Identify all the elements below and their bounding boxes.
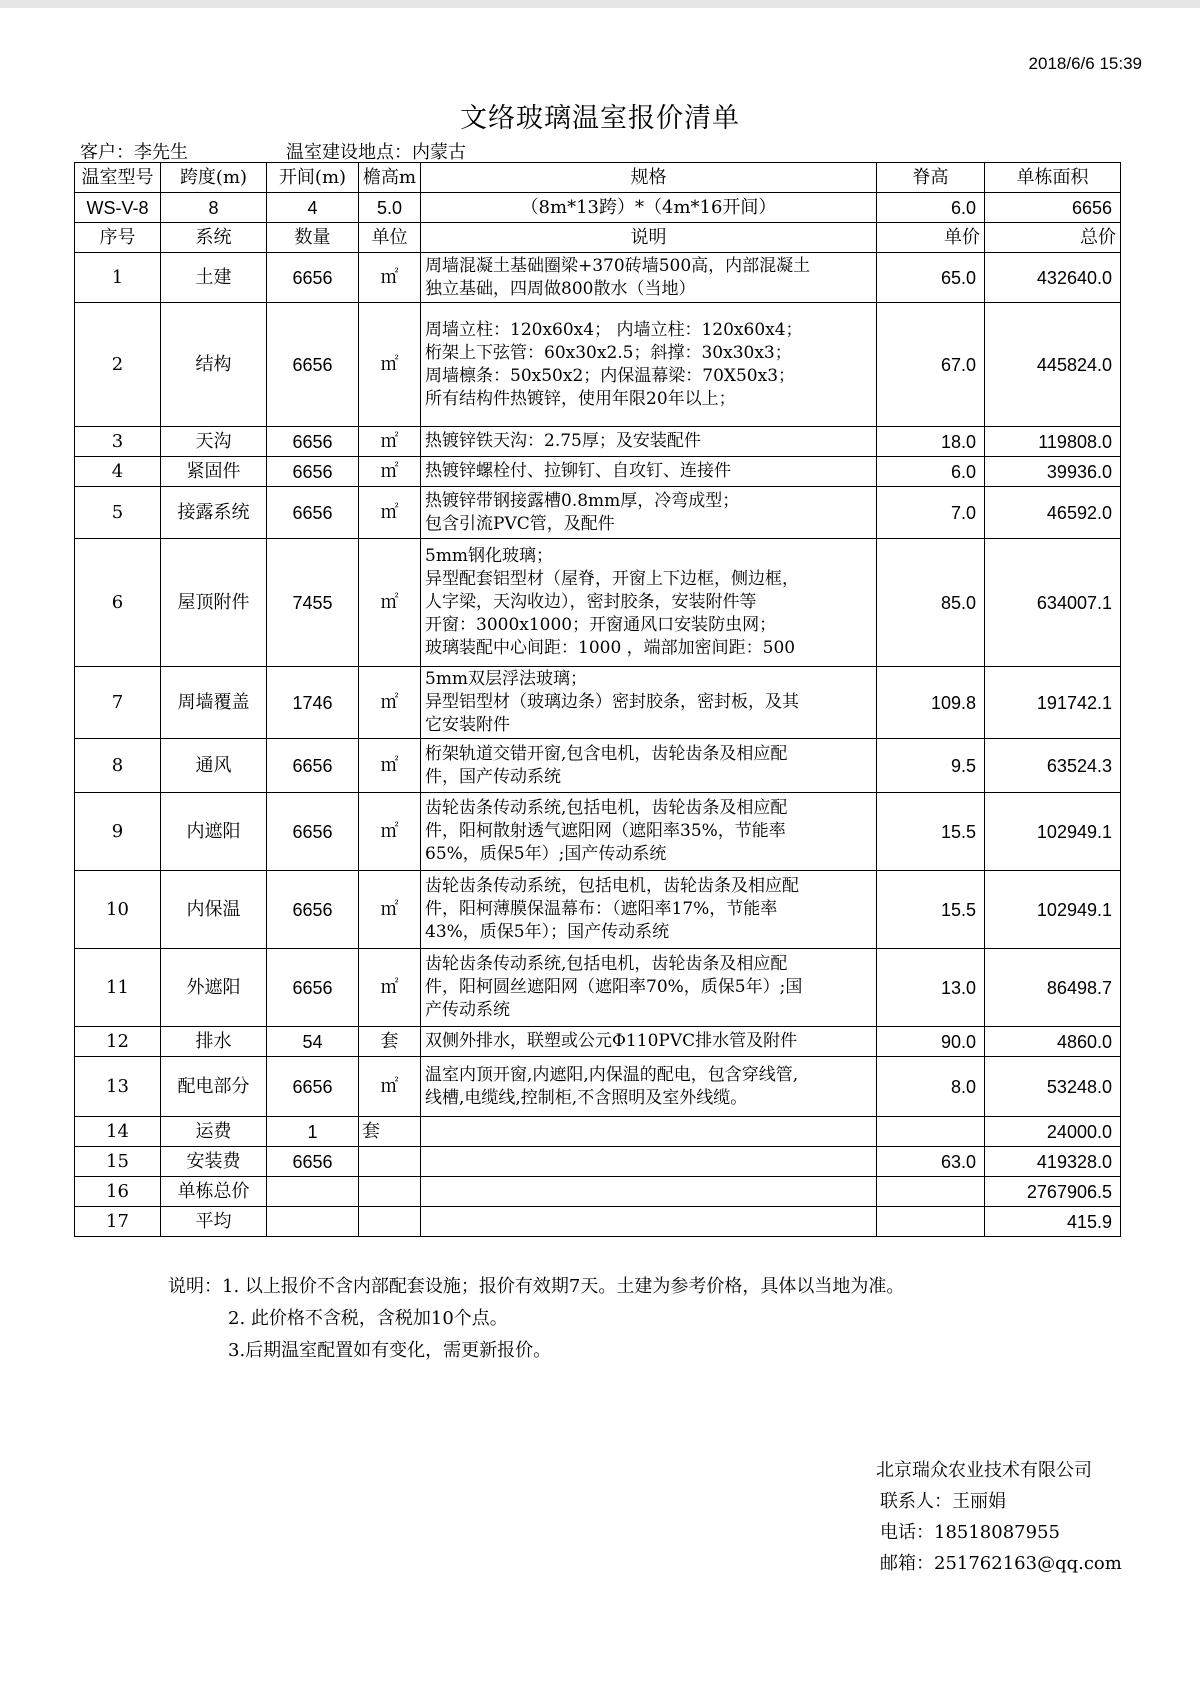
item-total: 102949.1 (985, 793, 1121, 871)
spec-values-row (75, 193, 1121, 223)
item-desc-line: 热镀锌螺栓付、拉铆钉、自攻钉、连接件 (425, 461, 731, 481)
item-desc (421, 539, 877, 667)
item-row (75, 539, 1121, 667)
item-desc-line: 开窗：3000x1000；开窗通风口安装防虫网； (425, 615, 777, 635)
item-desc (421, 253, 877, 303)
value-ridge: 6.0 (877, 193, 985, 223)
contact-email: 邮箱：251762163@qq.com (880, 1553, 1122, 1574)
item-row (75, 1147, 1121, 1177)
item-total: 39936.0 (985, 457, 1121, 487)
item-no: 15 (75, 1147, 161, 1177)
header-desc: 说明 (421, 223, 877, 253)
item-row (75, 253, 1121, 303)
item-total: 4860.0 (985, 1027, 1121, 1057)
item-desc (421, 303, 877, 427)
item-no: 7 (75, 667, 161, 739)
item-desc-line: 周墙立柱：120x60x4； 内墙立柱：120x60x4； (425, 319, 803, 340)
item-no: 2 (75, 303, 161, 427)
item-unit: ㎡ (359, 539, 421, 667)
item-system: 配电部分 (161, 1057, 267, 1117)
item-qty: 1746 (267, 667, 359, 739)
item-system: 土建 (161, 253, 267, 303)
site-label: 温室建设地点：内蒙古 (286, 142, 466, 163)
item-unit: ㎡ (359, 871, 421, 949)
item-total: 63524.3 (985, 739, 1121, 793)
item-no: 6 (75, 539, 161, 667)
page-title: 文络玻璃温室报价清单 (460, 103, 740, 134)
item-row (75, 667, 1121, 739)
header-ridge: 脊高 (877, 163, 985, 193)
item-qty: 1 (267, 1117, 359, 1147)
notes (168, 1271, 904, 1367)
item-no: 1 (75, 253, 161, 303)
item-desc-line: 件，国产传动系统 (425, 766, 561, 787)
item-no: 13 (75, 1057, 161, 1117)
item-unit: ㎡ (359, 949, 421, 1027)
header-no: 序号 (75, 223, 161, 253)
item-system: 结构 (161, 303, 267, 427)
item-price: 15.5 (877, 793, 985, 871)
item-system: 运费 (161, 1117, 267, 1147)
item-desc-line: 异型铝型材（玻璃边条）密封胶条，密封板，及其 (425, 692, 799, 712)
item-desc (421, 793, 877, 871)
item-system: 接露系统 (161, 487, 267, 539)
header-price: 单价 (877, 223, 985, 253)
item-unit: ㎡ (359, 303, 421, 427)
header-total: 总价 (985, 223, 1121, 253)
item-qty: 6656 (267, 253, 359, 303)
item-total: 46592.0 (985, 487, 1121, 539)
top-strip (0, 0, 1200, 8)
item-desc-line: 件，阳柯散射透气遮阳网（遮阳率35%，节能率 (425, 821, 786, 841)
item-price: 9.5 (877, 739, 985, 793)
item-price: 6.0 (877, 457, 985, 487)
item-no: 5 (75, 487, 161, 539)
company-info (876, 1455, 1122, 1579)
item-desc-line: 双侧外排水，联塑或公元Φ110PVC排水管及附件 (425, 1031, 798, 1051)
item-row (75, 427, 1121, 457)
item-price: 63.0 (877, 1147, 985, 1177)
item-desc (421, 871, 877, 949)
item-desc-line: 齿轮齿条传动系统，包括电机，齿轮齿条及相应配 (425, 876, 799, 896)
item-qty (267, 1207, 359, 1237)
item-desc (421, 1177, 877, 1207)
item-desc-line: 玻璃装配中心间距：1000 ，端部加密间距：500 (425, 638, 796, 658)
item-row (75, 1117, 1121, 1147)
value-bay: 4 (267, 193, 359, 223)
item-no: 10 (75, 871, 161, 949)
item-system: 通风 (161, 739, 267, 793)
item-total: 634007.1 (985, 539, 1121, 667)
item-desc (421, 1147, 877, 1177)
item-desc-line: 65%，质保5年）;国产传动系统 (425, 844, 667, 864)
item-price: 15.5 (877, 871, 985, 949)
item-total: 419328.0 (985, 1147, 1121, 1177)
item-row (75, 487, 1121, 539)
item-unit: ㎡ (359, 793, 421, 871)
item-qty: 6656 (267, 739, 359, 793)
value-spec: （8m*13跨）*（4m*16开间） (421, 193, 877, 223)
item-unit: ㎡ (359, 487, 421, 539)
item-no: 12 (75, 1027, 161, 1057)
value-model: WS-V-8 (75, 193, 161, 223)
item-qty: 6656 (267, 457, 359, 487)
item-price: 13.0 (877, 949, 985, 1027)
item-unit: 套 (359, 1117, 421, 1147)
item-unit: ㎡ (359, 667, 421, 739)
item-row (75, 739, 1121, 793)
item-total: 415.9 (985, 1207, 1121, 1237)
item-no: 3 (75, 427, 161, 457)
item-unit (359, 1207, 421, 1237)
spec-header-row (75, 163, 1121, 193)
contact-person: 联系人：王丽娟 (880, 1491, 1006, 1512)
contact-phone: 电话：18518087955 (880, 1522, 1060, 1543)
item-row (75, 1177, 1121, 1207)
item-unit (359, 1177, 421, 1207)
item-desc (421, 457, 877, 487)
item-desc-line: 齿轮齿条传动系统,包括电机，齿轮齿条及相应配 (425, 954, 788, 974)
item-desc-line: 包含引流PVC管，及配件 (425, 513, 615, 534)
item-desc-line: 桁架上下弦管：60x30x2.5；斜撑：30x30x3； (425, 342, 792, 363)
item-desc-line: 桁架轨道交错开窗,包含电机，齿轮齿条及相应配 (425, 743, 788, 764)
item-price (877, 1207, 985, 1237)
item-no: 8 (75, 739, 161, 793)
item-system: 安装费 (161, 1147, 267, 1177)
item-no: 11 (75, 949, 161, 1027)
item-price: 65.0 (877, 253, 985, 303)
item-price: 109.8 (877, 667, 985, 739)
item-no: 17 (75, 1207, 161, 1237)
item-system: 紧固件 (161, 457, 267, 487)
item-system: 外遮阳 (161, 949, 267, 1027)
item-system: 天沟 (161, 427, 267, 457)
item-unit: ㎡ (359, 427, 421, 457)
item-desc-line: 热镀锌铁天沟：2.75厚；及安装配件 (425, 431, 701, 451)
item-row (75, 303, 1121, 427)
item-desc-line: 所有结构件热镀锌，使用年限20年以上； (425, 388, 736, 409)
item-price: 67.0 (877, 303, 985, 427)
item-system: 内保温 (161, 871, 267, 949)
item-total: 2767906.5 (985, 1177, 1121, 1207)
item-unit: ㎡ (359, 457, 421, 487)
item-qty: 6656 (267, 871, 359, 949)
note-2: 2. 此价格不含税，含税加10个点。 (228, 1308, 508, 1329)
item-total: 53248.0 (985, 1057, 1121, 1117)
item-total: 191742.1 (985, 667, 1121, 739)
item-system: 周墙覆盖 (161, 667, 267, 739)
header-system: 系统 (161, 223, 267, 253)
header-span: 跨度(m) (161, 163, 267, 193)
item-unit: ㎡ (359, 1057, 421, 1117)
item-desc-line: 43%，质保5年）；国产传动系统 (425, 922, 670, 942)
item-total: 432640.0 (985, 253, 1121, 303)
item-price: 85.0 (877, 539, 985, 667)
print-datetime: 2018/6/6 15:39 (1028, 54, 1142, 73)
item-desc-line: 5mm钢化玻璃； (425, 546, 554, 566)
item-desc (421, 1057, 877, 1117)
item-row (75, 457, 1121, 487)
item-qty: 6656 (267, 949, 359, 1027)
item-header-row (75, 223, 1121, 253)
item-desc-line: 独立基础，四周做800散水（当地） (425, 278, 696, 299)
item-total: 119808.0 (985, 427, 1121, 457)
item-qty: 6656 (267, 427, 359, 457)
item-desc-line: 产传动系统 (425, 1000, 510, 1020)
item-price (877, 1117, 985, 1147)
item-price (877, 1177, 985, 1207)
note-3: 3.后期温室配置如有变化，需更新报价。 (228, 1340, 552, 1361)
item-no: 4 (75, 457, 161, 487)
item-unit: 套 (359, 1027, 421, 1057)
item-row (75, 949, 1121, 1027)
item-system: 内遮阳 (161, 793, 267, 871)
item-desc (421, 1027, 877, 1057)
item-desc-line: 温室内顶开窗,内遮阳,内保温的配电，包含穿线管, (425, 1064, 799, 1085)
item-desc-line: 线槽,电缆线,控制柜,不含照明及室外线缆。 (425, 1087, 748, 1108)
item-row (75, 1207, 1121, 1237)
item-qty: 54 (267, 1027, 359, 1057)
item-qty: 6656 (267, 793, 359, 871)
value-eave: 5.0 (359, 193, 421, 223)
item-desc (421, 739, 877, 793)
item-unit: ㎡ (359, 739, 421, 793)
item-unit (359, 1147, 421, 1177)
item-price: 8.0 (877, 1057, 985, 1117)
item-total: 86498.7 (985, 949, 1121, 1027)
item-desc-line: 周墙混凝土基础圈梁+370砖墙500高，内部混凝土 (425, 255, 811, 276)
header-unit: 单位 (359, 223, 421, 253)
value-area: 6656 (985, 193, 1121, 223)
item-row (75, 871, 1121, 949)
item-qty: 7455 (267, 539, 359, 667)
item-desc-line: 它安装附件 (425, 715, 510, 735)
item-no: 16 (75, 1177, 161, 1207)
item-desc-line: 周墙檩条：50x50x2；内保温幕梁：70X50x3； (425, 365, 796, 386)
item-desc-line: 热镀锌带钢接露槽0.8mm厚，冷弯成型； (425, 490, 740, 511)
item-total: 445824.0 (985, 303, 1121, 427)
item-desc-line: 件，阳柯薄膜保温幕布：（遮阳率17%，节能率 (425, 899, 778, 919)
header-qty: 数量 (267, 223, 359, 253)
item-desc-line: 异型配套铝型材（屋脊，开窗上下边框，侧边框， (425, 569, 799, 589)
header-eave: 檐高m (359, 163, 421, 193)
value-span: 8 (161, 193, 267, 223)
item-qty: 6656 (267, 1147, 359, 1177)
item-desc-line: 5mm双层浮法玻璃； (425, 669, 588, 689)
item-price: 18.0 (877, 427, 985, 457)
item-qty: 6656 (267, 1057, 359, 1117)
item-qty (267, 1177, 359, 1207)
item-system: 平均 (161, 1207, 267, 1237)
item-qty: 6656 (267, 487, 359, 539)
item-unit: ㎡ (359, 253, 421, 303)
item-desc-line: 齿轮齿条传动系统,包括电机，齿轮齿条及相应配 (425, 798, 788, 818)
item-desc (421, 487, 877, 539)
item-no: 14 (75, 1117, 161, 1147)
item-qty: 6656 (267, 303, 359, 427)
item-desc (421, 949, 877, 1027)
item-row (75, 1057, 1121, 1117)
item-price: 7.0 (877, 487, 985, 539)
item-desc-line: 人字梁，天沟收边），密封胶条，安装附件等 (425, 592, 757, 612)
header-bay: 开间(m) (267, 163, 359, 193)
item-price: 90.0 (877, 1027, 985, 1057)
item-desc-line: 件，阳柯圆丝遮阳网（遮阳率70%，质保5年）;国 (425, 977, 803, 997)
item-row (75, 1027, 1121, 1057)
item-desc (421, 1117, 877, 1147)
note-1: 说明：1. 以上报价不含内部配套设施；报价有效期7天。土建为参考价格，具体以当地为准。 (168, 1276, 905, 1297)
customer-label: 客户：李先生 (80, 142, 188, 163)
header-area: 单栋面积 (985, 163, 1121, 193)
header-model: 温室型号 (75, 163, 161, 193)
item-no: 9 (75, 793, 161, 871)
item-system: 排水 (161, 1027, 267, 1057)
item-desc (421, 1207, 877, 1237)
item-total: 102949.1 (985, 871, 1121, 949)
quote-table (74, 162, 1121, 1237)
item-system: 单栋总价 (161, 1177, 267, 1207)
item-row (75, 793, 1121, 871)
header-spec: 规格 (421, 163, 877, 193)
item-desc (421, 427, 877, 457)
item-desc (421, 667, 877, 739)
item-system: 屋顶附件 (161, 539, 267, 667)
item-total: 24000.0 (985, 1117, 1121, 1147)
company-name: 北京瑞众农业技术有限公司 (876, 1460, 1092, 1481)
